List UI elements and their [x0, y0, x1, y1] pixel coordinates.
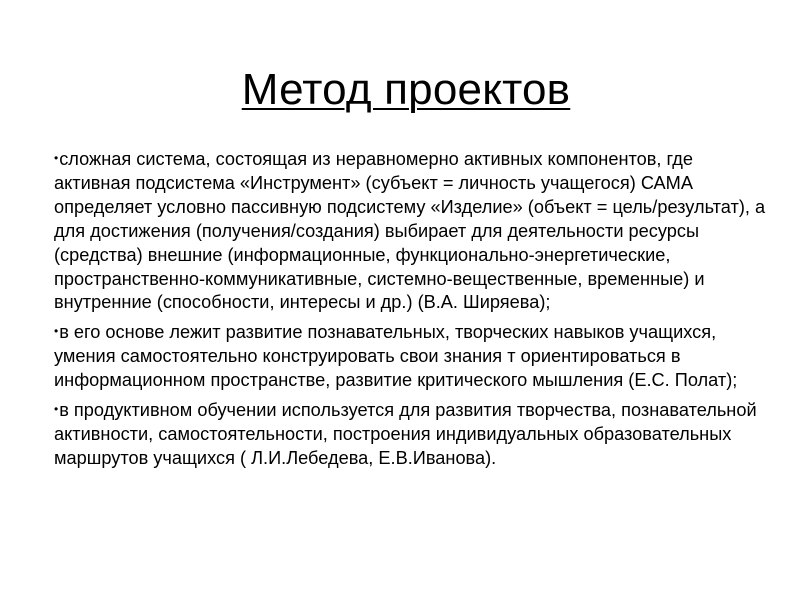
bullet-item — [54, 147, 770, 315]
slide-title — [0, 64, 800, 117]
bullet-item — [54, 320, 770, 393]
bullet-text: сложная система, состоящая из неравномерно активных компонентов, где активная подсистема «Инструмент» (субъект = личность учащегося) САМА определяет условно пассивную подсистему «Изделие» (объект = цель/результат), а для достижения (получения/создания) выбирает для деятельности ресурсы (средства) внешние (информационные, функционально-энергетические, пространственно-коммуникативные, системно-вещественные, временные) и внутренние (способности, интересы и др.) (В.А. Ширяева); — [54, 149, 766, 313]
bullet-text: в его основе лежит развитие познавательных, творческих навыков учащихся, умения самостоятельно конструировать свои знания т ориентироваться в информационном пространстве, развитие критического мышления (Е.С. Полат); — [54, 322, 738, 391]
bullet-item — [54, 398, 770, 471]
bullet-text: в продуктивном обучении используется для развития творчества, познавательной активности, самостоятельности, построения индивидуальных образовательных маршрутов учащихся ( Л.И.Лебедева, Е.В.Иванова). — [54, 400, 757, 468]
bullet-marker: • — [54, 324, 59, 339]
slide-title-text: Метод проектов — [241, 65, 571, 114]
bullet-marker: • — [54, 402, 59, 417]
bullet-marker: • — [54, 151, 59, 165]
bullet-list — [54, 147, 770, 476]
